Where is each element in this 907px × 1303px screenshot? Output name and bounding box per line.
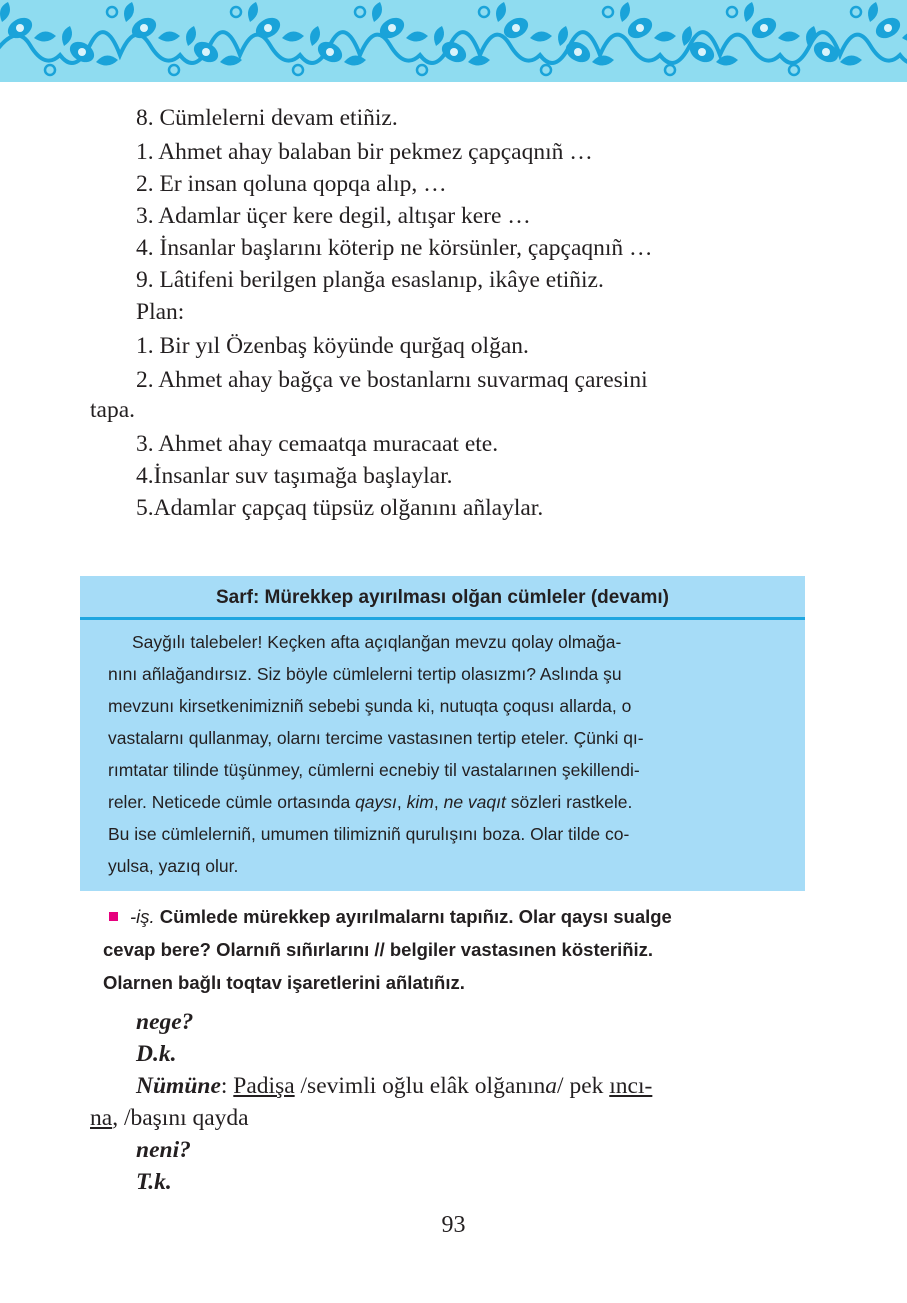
task-line: Olarnen bağlı toqtav işaretlerini añlatıñız. <box>103 972 465 993</box>
underlined-word: ıncı- <box>609 1073 653 1099</box>
ornament-shape <box>541 65 551 75</box>
grammar-text-run: , <box>433 792 444 812</box>
exercise-9-heading: 9. Lâtifeni berilgen planğa esaslanıp, ikâye etiñiz. <box>136 267 604 293</box>
ornament-shape <box>654 31 676 41</box>
ornament-shape <box>186 26 196 46</box>
grammar-text-run: sözleri rastkele. <box>505 792 633 812</box>
example-text: /sevimli oğlu elâk olğanın <box>294 1073 546 1099</box>
exercise-8-item: 4. İnsanlar başlarını köterip ne körsünler, çapçaqnıñ … <box>136 235 653 261</box>
plan-item: 2. Ahmet ahay bağça ve bostanlarnı suvarmaq çaresini <box>136 367 648 393</box>
ornament-shape <box>344 55 366 65</box>
ornament-shape <box>778 31 800 41</box>
ornament-shape <box>450 48 458 56</box>
example-label: Nümüne <box>136 1073 221 1099</box>
keyword: kim <box>406 792 434 812</box>
ornament-shape <box>636 24 644 32</box>
plan-item-continuation: tapa. <box>90 397 136 423</box>
ornament-shape <box>512 24 520 32</box>
example-text: , /başını qayda <box>112 1105 249 1131</box>
ornament-shape <box>140 24 148 32</box>
ornament-shape <box>310 26 320 46</box>
grammar-box <box>80 576 805 891</box>
ornament-shape <box>326 48 334 56</box>
ornament-shape <box>479 7 489 17</box>
plan-item: 4.İnsanlar suv taşımağa başlaylar. <box>136 463 453 489</box>
underlined-word: Padişa <box>233 1073 295 1099</box>
ornament-shape <box>840 55 862 65</box>
plan-item: 5.Adamlar çapçaq tüpsüz olğanını añlaylar. <box>136 495 544 521</box>
ornament-shape <box>16 24 24 32</box>
exercise-8-item: 2. Er insan qoluna qopqa alıp, … <box>136 171 447 197</box>
ornament-shape <box>78 48 86 56</box>
grammar-text-run: reler. Neticede cümle ortasında <box>108 792 356 812</box>
ornament-shape <box>417 65 427 75</box>
grammar-line: vastalarnı qullanmay, olarnı tercime vastasınen tertip eteler. Çünki qı- <box>108 728 644 748</box>
ornament-shape <box>124 2 134 22</box>
ornament-shape <box>665 65 675 75</box>
ornament-shape <box>806 26 816 46</box>
ornament-shape <box>264 24 272 32</box>
ornament-shape <box>468 55 490 65</box>
ornament-shape <box>434 26 444 46</box>
task-line: cevap bere? Olarnıñ sıñırlarını // belgiler vastasınen kösteriñiz. <box>103 939 654 960</box>
clause-label: T.k. <box>136 1169 172 1195</box>
ornament-shape <box>96 55 118 65</box>
grammar-line: Bu ise cümlelerniñ, umumen tilimizniñ qurulışını boza. Olar tilde co- <box>108 824 630 844</box>
ornament-shape <box>558 26 568 46</box>
ornament-shape <box>169 65 179 75</box>
floral-ornament-icon <box>0 0 907 82</box>
underlined-word: na <box>90 1105 113 1131</box>
ornament-shape <box>603 7 613 17</box>
plan-item: 1. Bir yıl Özenbaş köyünde qurğaq olğan. <box>136 333 529 359</box>
ornament-shape <box>45 65 55 75</box>
ornament-shape <box>744 2 754 22</box>
grammar-title: Sarf: Mürekkep ayırılması olğan cümleler (devamı) <box>215 587 669 608</box>
ornament-shape <box>868 2 878 22</box>
grammar-line: yulsa, yazıq olur. <box>108 856 239 876</box>
ornament-shape <box>372 2 382 22</box>
ornament-shape <box>760 24 768 32</box>
keyword: ne vaqıt <box>443 792 506 812</box>
ornament-shape <box>496 2 506 22</box>
plan-item: 3. Ahmet ahay cemaatqa muracaat ete. <box>136 431 499 457</box>
square-bullet-icon <box>109 912 118 921</box>
ornament-shape <box>727 7 737 17</box>
exercise-8-heading: 8. Cümlelerni devam etiñiz. <box>136 105 398 131</box>
example-text: / pek <box>557 1073 610 1099</box>
grammar-line <box>108 790 632 814</box>
example-text: : <box>220 1073 234 1099</box>
grammar-line: nını añlağandırsız. Siz böyle cümlelerni tertip olasızmı? Aslında şu <box>108 664 622 684</box>
exercise-8-item: 1. Ahmet ahay balaban bir pekmez çapçaqnıñ … <box>136 139 593 165</box>
ornament-shape <box>592 55 614 65</box>
ornament-shape <box>620 2 630 22</box>
task-line <box>109 905 672 929</box>
ornament-shape <box>884 24 892 32</box>
ornament-shape <box>0 2 10 22</box>
ornament-shape <box>248 2 258 22</box>
ornament-shape <box>851 7 861 17</box>
ornament-shape <box>388 24 396 32</box>
grammar-line: mevzunı kirsetkenimizniñ sebebi şunda ki, nutuqta çoqusı allarda, o <box>108 696 632 716</box>
ornament-shape <box>293 65 303 75</box>
plan-label: Plan: <box>136 299 185 325</box>
grammar-line: Sayğılı talebeler! Keçken afta açıqlanğan mevzu qolay olmağa- <box>132 632 622 652</box>
ornament-shape <box>530 31 552 41</box>
ornament-shape <box>62 26 72 46</box>
ornament-shape <box>107 7 117 17</box>
page-number: 93 <box>441 1212 466 1238</box>
ornament-shape <box>822 48 830 56</box>
ornament-shape <box>202 48 210 56</box>
ornament-shape <box>282 31 304 41</box>
question-label: nege? <box>136 1009 194 1035</box>
ornament-shape <box>902 31 907 41</box>
task-tag: -iş. <box>130 906 155 927</box>
ornament-shape <box>698 48 706 56</box>
clause-label: D.k. <box>136 1041 177 1067</box>
ornament-shape <box>231 7 241 17</box>
ornament-shape <box>34 31 56 41</box>
grammar-line: rımtatar tilinde tüşünmey, cümlerni ecnebiy til vastalarınen şekillendi- <box>108 760 640 780</box>
question-label: neni? <box>136 1137 191 1163</box>
divider <box>80 617 805 620</box>
ornament-shape <box>406 31 428 41</box>
keyword: qaysı <box>355 792 397 812</box>
ornament-shape <box>789 65 799 75</box>
grammar-text-run: , <box>396 792 407 812</box>
ornament-shape <box>355 7 365 17</box>
example-line <box>136 1072 652 1100</box>
task-text: Cümlede mürekkep ayırılmalarnı tapıñız. Olar qaysı sualge <box>154 906 672 927</box>
ornament-shape <box>158 31 180 41</box>
exercise-8-item: 3. Adamlar üçer kere degil, altışar kere … <box>136 203 531 229</box>
example-text: a <box>545 1073 558 1099</box>
example-line <box>90 1104 249 1132</box>
ornament-shape <box>574 48 582 56</box>
